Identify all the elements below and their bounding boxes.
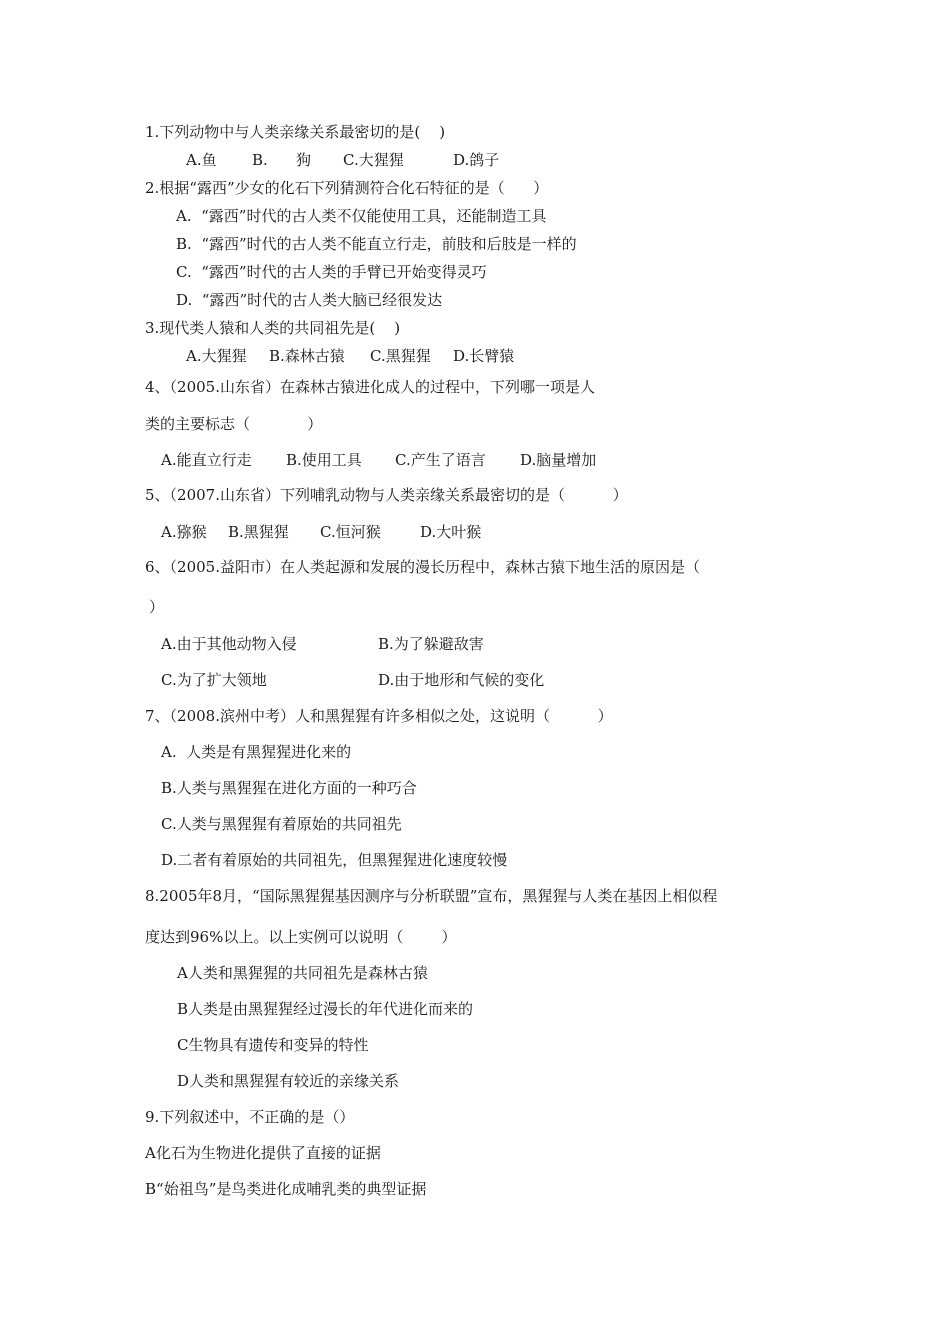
question-2-option-c: C. “露西”时代的古人类的手臂已开始变得灵巧 bbox=[176, 263, 487, 281]
question-7-option-d: D.二者有着原始的共同祖先，但黑猩猩进化速度较慢 bbox=[161, 851, 508, 869]
question-6-option-b: B.为了躲避敌害 bbox=[378, 635, 484, 653]
question-9-option-b: B“始祖鸟”是鸟类进化成哺乳类的典型证据 bbox=[145, 1180, 427, 1198]
question-2-option-b: B. “露西”时代的古人类不能直立行走，前肢和后肢是一样的 bbox=[176, 235, 577, 253]
question-4-option-c: C.产生了语言 bbox=[395, 451, 486, 469]
question-9-stem: 9.下列叙述中，不正确的是（） bbox=[145, 1108, 355, 1126]
question-1-option-c: C.大猩猩 bbox=[343, 151, 404, 169]
question-1-option-b-text: 狗 bbox=[296, 151, 312, 169]
question-4-stem-continued: 类的主要标志（ ） bbox=[145, 415, 323, 433]
question-5-option-c: C.恒河猴 bbox=[320, 523, 381, 541]
question-2-option-d: D. “露西”时代的古人类大脑已经很发达 bbox=[176, 291, 443, 309]
question-4-option-b: B.使用工具 bbox=[286, 451, 362, 469]
question-2-option-a: A. “露西”时代的古人类不仅能使用工具，还能制造工具 bbox=[176, 207, 547, 225]
question-5-option-b: B.黑猩猩 bbox=[228, 523, 289, 541]
question-2-stem: 2.根据“露西”少女的化石下列猜测符合化石特征的是（ ） bbox=[145, 179, 549, 197]
question-3-option-b: B.森林古猿 bbox=[269, 347, 345, 365]
question-6-stem-continued: ） bbox=[149, 598, 165, 616]
question-4-stem: 4、（2005.山东省）在森林古猿进化成人的过程中，下列哪一项是人 bbox=[145, 378, 595, 396]
question-1-option-a: A.鱼 bbox=[186, 151, 217, 169]
question-1-stem: 1.下列动物中与人类亲缘关系最密切的是( ) bbox=[145, 123, 446, 141]
question-3-option-a: A.大猩猩 bbox=[186, 347, 247, 365]
question-6-option-d: D.由于地形和气候的变化 bbox=[378, 671, 545, 689]
question-6-option-c: C.为了扩大领地 bbox=[161, 671, 267, 689]
question-8-option-c: C生物具有遗传和变异的特性 bbox=[177, 1036, 369, 1054]
question-7-option-a: A. 人类是有黑猩猩进化来的 bbox=[161, 743, 352, 761]
question-1-option-b: B. bbox=[252, 151, 268, 169]
question-5-option-d: D.大叶猴 bbox=[420, 523, 482, 541]
question-8-option-b: B人类是由黑猩猩经过漫长的年代进化而来的 bbox=[177, 1000, 474, 1018]
question-3-option-c: C.黑猩猩 bbox=[370, 347, 431, 365]
question-3-option-d: D.长臂猿 bbox=[453, 347, 515, 365]
question-6-stem: 6、（2005.益阳市）在人类起源和发展的漫长历程中，森林古猿下地生活的原因是（ bbox=[145, 558, 700, 576]
question-4-option-a: A.能直立行走 bbox=[161, 451, 252, 469]
question-3-stem: 3.现代类人猿和人类的共同祖先是( ) bbox=[145, 319, 401, 337]
question-8-stem: 8.2005年8月，“国际黑猩猩基因测序与分析联盟”宣布，黑猩猩与人类在基因上相似程 bbox=[145, 887, 718, 905]
question-5-option-a: A.猕猴 bbox=[161, 523, 207, 541]
question-7-option-b: B.人类与黑猩猩在进化方面的一种巧合 bbox=[161, 779, 417, 797]
question-5-stem: 5、（2007.山东省）下列哺乳动物与人类亲缘关系最密切的是（ ） bbox=[145, 486, 628, 504]
question-1-option-d: D.鸽子 bbox=[453, 151, 500, 169]
question-8-option-d: D人类和黑猩猩有较近的亲缘关系 bbox=[177, 1072, 400, 1090]
question-7-option-c: C.人类与黑猩猩有着原始的共同祖先 bbox=[161, 815, 402, 833]
question-9-option-a: A化石为生物进化提供了直接的证据 bbox=[145, 1144, 381, 1162]
question-4-option-d: D.脑量增加 bbox=[520, 451, 597, 469]
question-8-option-a: A人类和黑猩猩的共同祖先是森林古猿 bbox=[177, 964, 428, 982]
question-6-option-a: A.由于其他动物入侵 bbox=[161, 635, 297, 653]
question-7-stem: 7、（2008.滨州中考）人和黑猩猩有许多相似之处，这说明（ ） bbox=[145, 707, 613, 725]
question-8-stem-continued: 度达到96%以上。以上实例可以说明（ ） bbox=[145, 928, 457, 946]
